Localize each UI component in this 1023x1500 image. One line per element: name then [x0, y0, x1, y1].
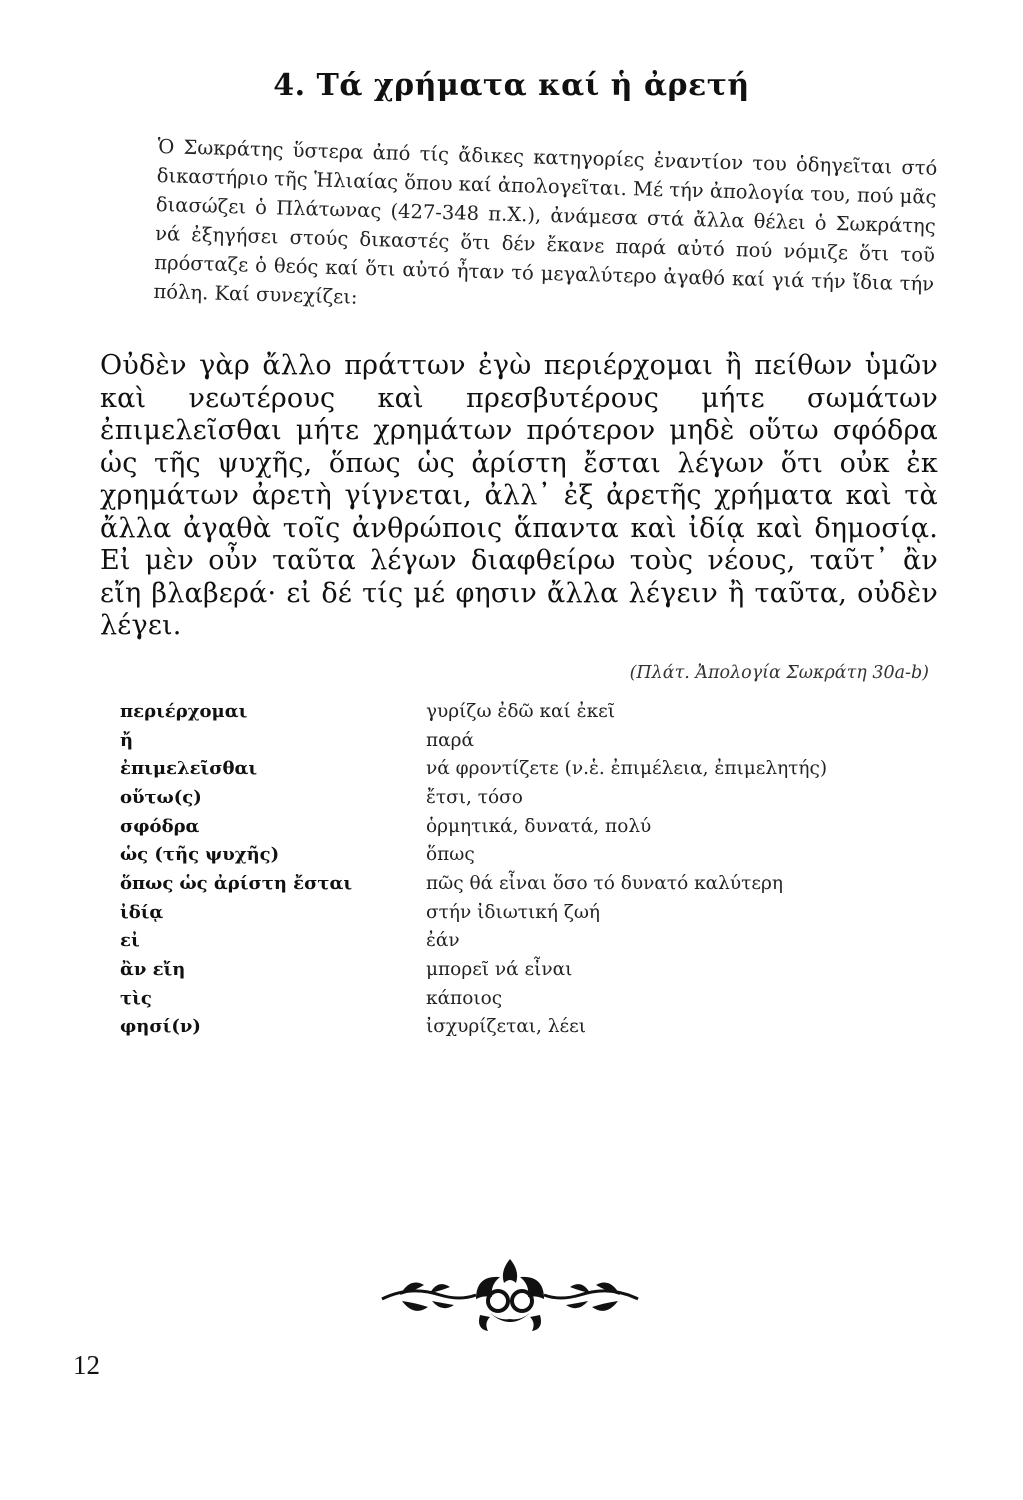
glossary-row [120, 754, 940, 783]
glossary-definition: κάποιος [426, 987, 503, 1009]
chapter-title: 4. Τά χρήματα καί ἡ ἀρετή [273, 68, 750, 103]
glossary-definition: νά φροντίζετε (ν.ἑ. ἐπιμέλεια, ἐπιμελητής) [426, 758, 828, 780]
glossary-definition: γυρίζω ἐδῶ καί ἐκεῖ [426, 700, 615, 722]
glossary-term: ἰδίᾳ [120, 901, 164, 923]
glossary-term: ἤ [120, 729, 134, 751]
glossary-definition: ἔτσι, τόσο [426, 786, 523, 808]
glossary-term: φησί(ν) [120, 1016, 201, 1038]
glossary-row [120, 869, 940, 898]
glossary-definition: στήν ἰδιωτική ζωή [426, 901, 601, 923]
glossary-row [120, 812, 940, 841]
ancient-greek-quote: Οὐδὲν γὰρ ἄλλο πράττων ἐγὼ περιέρχομαι ἢ πείθων ὑμῶν καὶ νεωτέρους καὶ πρεσβυτέρους μήτε σωμάτων ἐπιμελεῖσθαι μήτε χρημάτων πρότερον μηδὲ οὕτω σφόδρα ὡς τῆς ψυχῆς, ὅπως ὡς ἀρίστη ἔσται λέγων ὅτι οὐκ ἐκ χρημάτων ἀρετὴ γίγνεται, ἀλλ᾽ ἐξ ἀρετῆς χρήματα καὶ τὰ ἄλλα ἀγαθὰ τοῖς ἀνθρώποις ἅπαντα καὶ ἰδίᾳ καὶ δημοσίᾳ. Εἰ μὲν οὖν ταῦτα λέγων διαφθείρω τοὺς νέους, ταῦτ᾽ ἂν εἴη βλαβερά· εἰ δέ τίς μέ φησιν ἄλλα λέγειν ἢ ταῦτα, οὐδὲν λέγει. [100, 350, 938, 641]
glossary-list [120, 697, 940, 1041]
glossary-definition: ἐάν [426, 930, 460, 952]
glossary-row [120, 1013, 940, 1042]
intro-paragraph: Ὁ Σωκράτης ὕστερα ἀπό τίς ἄδικες κατηγορίες ἐναντίον του ὁδηγεῖται στό δικαστήριο τῆς Ἡλιαίας ὅπου καί ἀπολογεῖται. Μέ τήν ἀπολογία του, πού μᾶς διασώζει ὁ Πλάτωνας (427-348 π.Χ.), ἀνάμεσα στά ἄλλα θέλει ὁ Σωκράτης νά ἐξηγήσει στούς δικαστές ὅτι δέν ἔκανε παρά αὐτό πού νόμιζε ὅτι τοῦ πρόσταζε ὁ θεός καί ὅτι αὐτό ἦταν τό μεγαλύτερο ἀγαθό καί γιά τήν ἴδια τήν πόλη. Καί συνεχίζει: [153, 134, 938, 309]
glossary-term: τὶς [120, 987, 152, 1009]
glossary-row [120, 840, 940, 869]
glossary-term: ἂν εἴη [120, 959, 186, 981]
glossary-definition: μπορεῖ νά εἶναι [426, 959, 573, 981]
glossary-row [120, 955, 940, 984]
glossary-row [120, 927, 940, 956]
glossary-row [120, 898, 940, 927]
glossary-row [120, 726, 940, 755]
glossary-term: ὡς (τῆς ψυχῆς) [120, 844, 280, 866]
glossary-definition: ὁρμητικά, δυνατά, πολύ [426, 815, 652, 837]
glossary-term: ὅπως ὡς ἀρίστη ἔσται [120, 872, 353, 894]
quote-citation: (Πλάτ. Ἀπολογία Σωκράτη 30a-b) [629, 663, 929, 683]
glossary-row [120, 984, 940, 1013]
page-number: 12 [73, 1350, 100, 1380]
glossary-term: εἰ [120, 930, 140, 952]
glossary-definition: πῶς θά εἶναι ὅσο τό δυνατό καλύτερη [426, 872, 783, 894]
glossary-term: περιέρχομαι [120, 700, 248, 722]
glossary-definition: ὅπως [426, 844, 475, 866]
glossary-term: οὕτω(ς) [120, 786, 202, 808]
glossary-definition: παρά [426, 729, 475, 751]
glossary-term: ἐπιμελεῖσθαι [120, 758, 258, 780]
glossary-row [120, 697, 940, 726]
floral-ornament-icon [380, 1255, 640, 1335]
glossary-row [120, 783, 940, 812]
glossary-definition: ἰσχυρίζεται, λέει [426, 1016, 586, 1038]
glossary-term: σφόδρα [120, 815, 200, 837]
